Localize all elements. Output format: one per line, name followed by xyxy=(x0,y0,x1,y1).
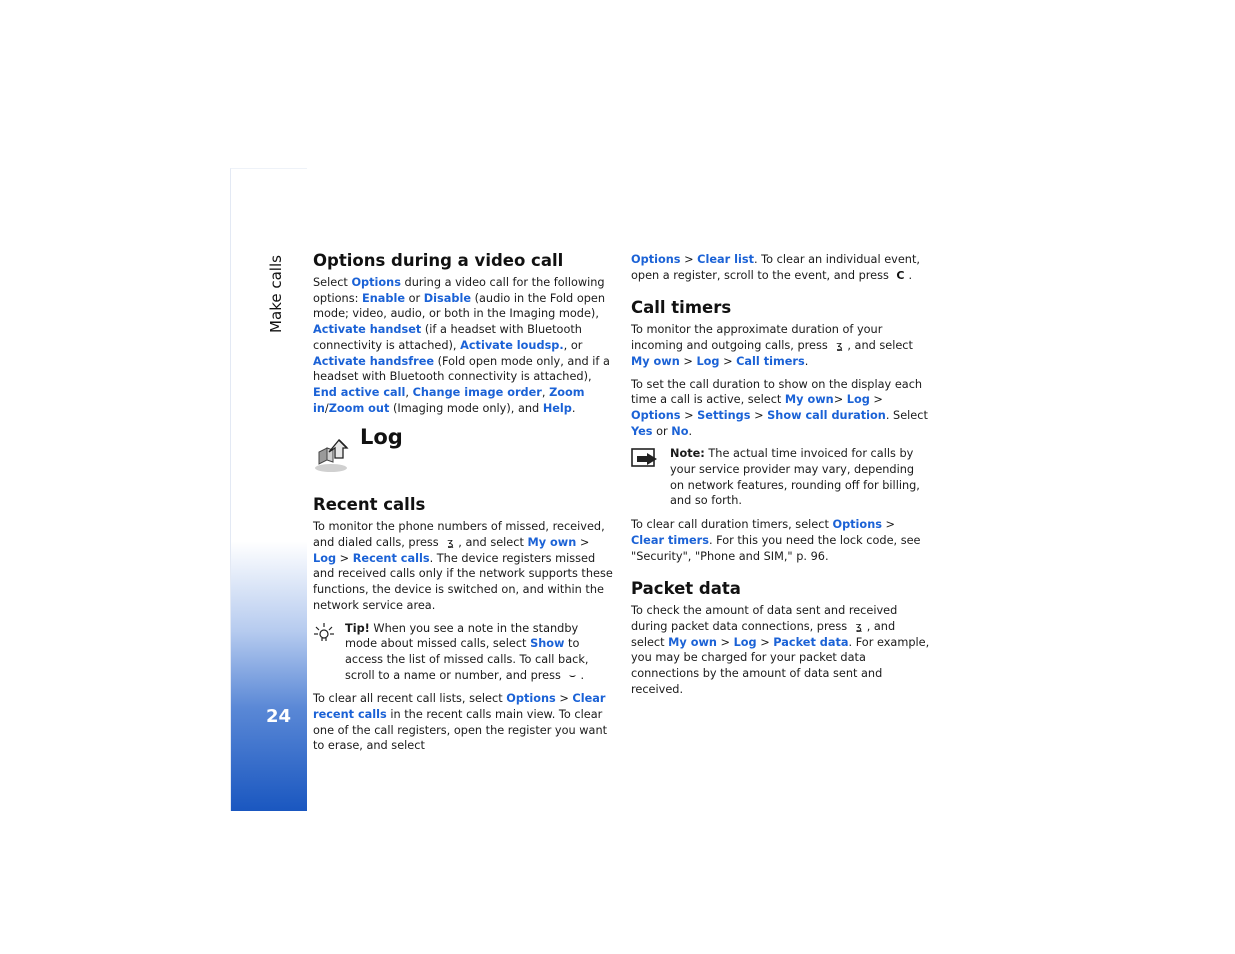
no-link: No xyxy=(671,424,689,438)
call-timers-paragraph-1 xyxy=(631,322,931,369)
text: , and select xyxy=(847,339,913,353)
clear-key-icon: C xyxy=(896,268,905,282)
menu-key-icon: ʓ xyxy=(447,536,454,550)
text: > xyxy=(881,518,896,532)
text: , xyxy=(541,385,550,399)
yes-link: Yes xyxy=(631,424,653,438)
log-header xyxy=(313,425,613,480)
text: . xyxy=(908,268,913,282)
text: , and select xyxy=(458,536,528,550)
packet-data-paragraph xyxy=(631,603,931,697)
text: , or xyxy=(563,338,583,352)
enable-link: Enable xyxy=(362,291,406,305)
text: To monitor the approximate duration of your incoming and outgoing calls, press xyxy=(631,323,883,353)
video-call-paragraph xyxy=(313,275,613,416)
help-link: Help xyxy=(542,401,572,415)
section-label: Make calls xyxy=(267,255,285,333)
text: When you see a note in the standby mode about missed calls, select xyxy=(345,621,579,651)
text: To monitor the phone numbers of missed, received, and dialed calls, press xyxy=(313,520,605,550)
log-link: Log xyxy=(733,635,757,649)
text: Select xyxy=(313,276,352,289)
tip-bulb-icon xyxy=(313,622,337,644)
activate-handset-link: Activate handset xyxy=(313,323,422,337)
log-icon xyxy=(313,434,353,474)
text: (if a headset with Bluetooth connectivity is attached), xyxy=(313,323,582,352)
video-call-heading: Options during a video call xyxy=(313,251,564,270)
text: . The device registers missed and received calls only if the network supports these functions, the device is switched on, and within the network service area. xyxy=(313,551,613,612)
settings-link: Settings xyxy=(697,408,751,422)
show-link: Show xyxy=(530,637,565,651)
clear-list-link: Clear list xyxy=(697,253,754,266)
clear-recent-paragraph-start xyxy=(313,691,613,754)
text: > xyxy=(750,408,768,422)
options-link: Options xyxy=(631,408,681,422)
text: during a video call for the following options: xyxy=(313,276,605,305)
end-active-call-link: End active call xyxy=(313,385,406,399)
activate-handsfree-link: Activate handsfree xyxy=(313,354,435,368)
call-key-icon: ⌣ xyxy=(568,668,577,682)
clear-recent-paragraph-end xyxy=(631,252,931,283)
text: (Imaging mode only), and xyxy=(389,401,543,415)
clear-timers-link: Clear timers xyxy=(631,533,709,547)
text: . To clear an individual event, open a register, scroll to the event, and press xyxy=(631,253,920,282)
change-image-order-link: Change image order xyxy=(412,385,542,399)
text: in the recent calls main view. To clear one of the call registers, open the register you want to erase, and select xyxy=(313,708,608,753)
zoom-in-link: Zoom in xyxy=(313,385,585,415)
recent-calls-link: Recent calls xyxy=(352,551,430,565)
recent-calls-heading: Recent calls xyxy=(313,495,426,515)
options-link: Options xyxy=(351,276,401,289)
text: > xyxy=(719,354,737,368)
call-timers-link: Call timers xyxy=(736,354,805,368)
text: / xyxy=(324,401,329,415)
text: > xyxy=(716,635,734,649)
text: or xyxy=(405,291,424,305)
text: > xyxy=(680,253,698,266)
packet-data-heading: Packet data xyxy=(631,579,741,599)
tip-callout xyxy=(313,621,613,684)
disable-link: Disable xyxy=(423,291,471,305)
log-link: Log xyxy=(313,551,337,565)
text: . xyxy=(580,668,585,682)
my-own-link: My own xyxy=(784,393,834,407)
text: (Fold open mode only, and if a headset with Bluetooth connectivity is attached), xyxy=(313,354,610,384)
text: > xyxy=(336,551,353,565)
tip-label: Tip! xyxy=(345,621,370,635)
text: > xyxy=(679,354,697,368)
text: . xyxy=(688,424,693,438)
call-timers-heading: Call timers xyxy=(631,298,732,318)
packet-data-link: Packet data xyxy=(773,635,849,649)
note-hand-icon xyxy=(631,447,659,469)
text: . For this you need the lock code, see "Security", "Phone and SIM," p. 96. xyxy=(631,533,921,563)
text: . Select xyxy=(885,408,928,422)
log-link: Log xyxy=(846,393,870,407)
text: , xyxy=(405,385,413,399)
text: (audio in the Fold open mode; video, audio, or both in the Imaging mode), xyxy=(313,291,606,321)
page-number: 24 xyxy=(266,706,292,727)
show-call-duration-link: Show call duration xyxy=(767,408,886,422)
text: > xyxy=(833,393,847,407)
text: to access the list of missed calls. To call back, scroll to a name or number, and press xyxy=(345,637,589,682)
zoom-out-link: Zoom out xyxy=(328,401,390,415)
text: > xyxy=(555,692,573,706)
text: > xyxy=(756,635,774,649)
call-timers-paragraph-2 xyxy=(631,377,931,440)
right-column xyxy=(631,250,931,704)
log-title: Log xyxy=(360,425,403,450)
note-label: Note: xyxy=(670,447,705,461)
options-link: Options xyxy=(832,518,882,532)
text: . For example, you may be charged for your packet data connections by the amount of data sent and received. xyxy=(631,635,930,696)
note-text: The actual time invoiced for calls by your service provider may vary, depending on network features, rounding off for billing, and so forth. xyxy=(670,447,920,508)
my-own-link: My own xyxy=(527,536,577,550)
clear-recent-calls-link: Clear recent calls xyxy=(313,692,606,722)
text: > xyxy=(680,408,698,422)
activate-loudsp-link: Activate loudsp. xyxy=(460,338,564,352)
text: , and select xyxy=(631,619,896,649)
my-own-link: My own xyxy=(631,354,680,368)
text: To clear call duration timers, select xyxy=(631,518,833,532)
my-own-link: My own xyxy=(668,635,717,649)
note-callout xyxy=(631,446,931,509)
clear-timers-paragraph xyxy=(631,517,931,564)
recent-calls-paragraph xyxy=(313,519,613,613)
left-column xyxy=(313,250,613,761)
text: . xyxy=(571,401,576,415)
text: To check the amount of data sent and received during packet data connections, press xyxy=(631,604,898,633)
text: To clear all recent call lists, select xyxy=(313,692,507,706)
log-link: Log xyxy=(696,354,720,368)
text: > xyxy=(576,536,590,550)
text: . xyxy=(804,354,809,368)
text: or xyxy=(652,424,672,438)
text: > xyxy=(869,393,883,407)
menu-key-icon: ʓ xyxy=(855,619,862,633)
text: Options xyxy=(631,253,681,266)
text: To set the call duration to show on the display each time a call is active, select xyxy=(631,377,923,407)
options-link: Options xyxy=(506,692,556,706)
menu-key-icon: ʓ xyxy=(836,339,843,353)
